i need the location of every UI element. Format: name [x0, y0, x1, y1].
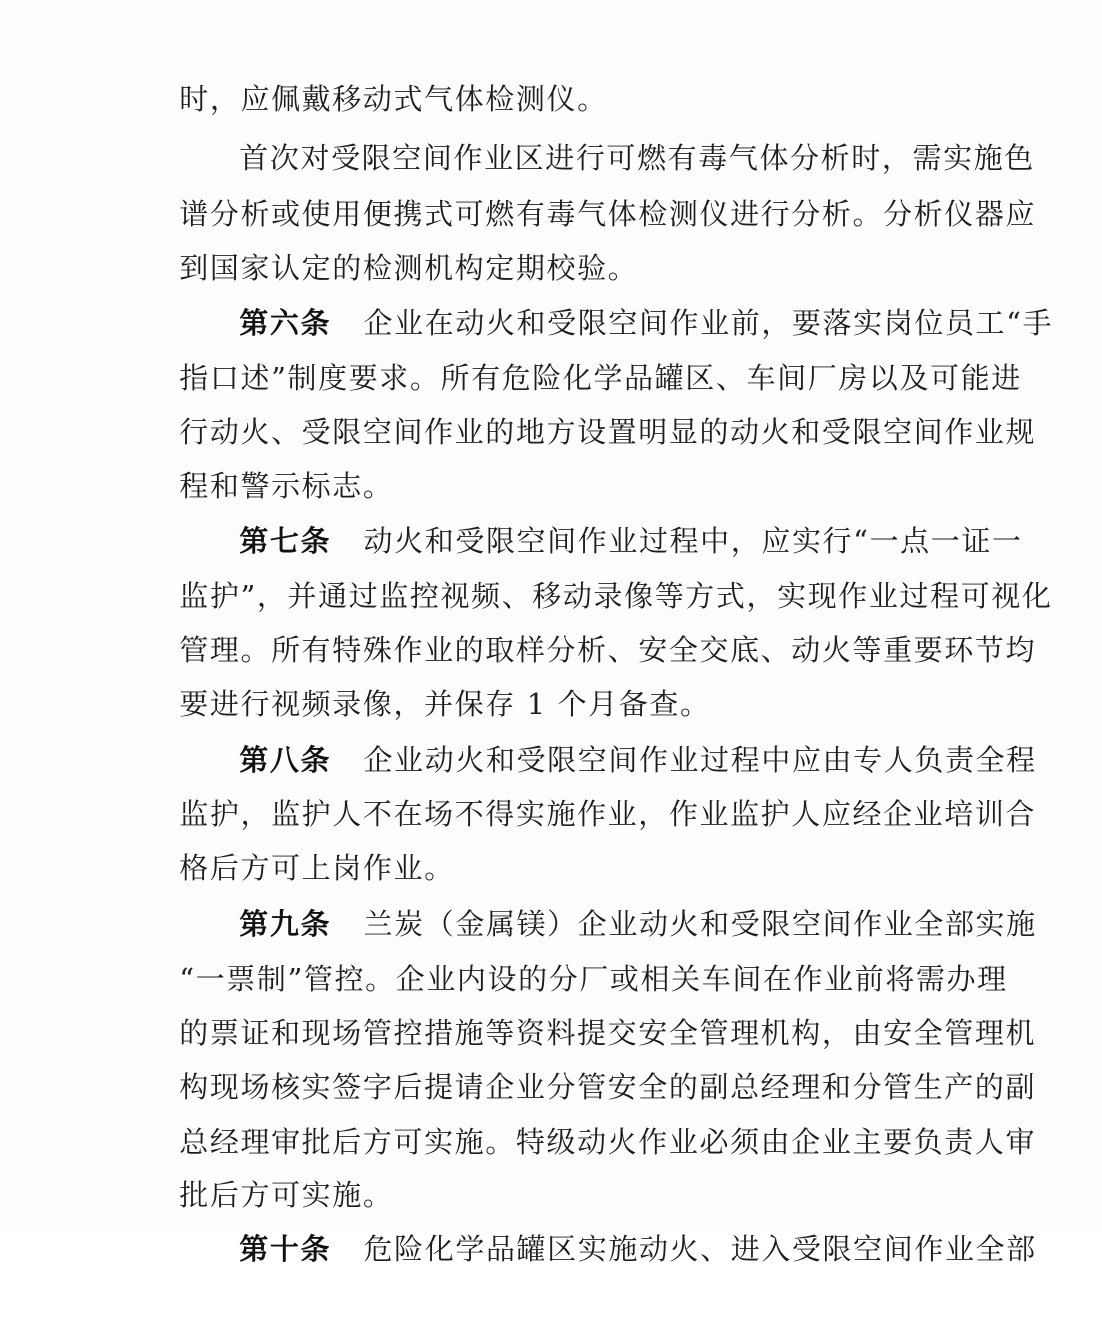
text-line — [0, 77, 1102, 175]
line-text: 到国家认定的检测机构定期校验。 — [179, 251, 639, 285]
text-line — [0, 18, 1102, 116]
line-text: 危险化学品罐区实施动火、进入受限空间作业全部 — [331, 1232, 1037, 1266]
text-line — [0, 460, 1102, 558]
text-line — [0, 1061, 1102, 1159]
line-text: 企业动火和受限空间作业过程中应由专人负责全程 — [331, 743, 1037, 777]
text-line — [0, 898, 1102, 996]
line-text: 谱分析或使用便携式可燃有毒气体检测仪进行分析。分析仪器应 — [179, 197, 1037, 231]
line-text: 监护，监护人不在场不得实施作业，作业监护人应经企业培训合 — [179, 797, 1037, 831]
line-text: 管理。所有特殊作业的取样分析、安全交底、动火等重要环节均 — [179, 633, 1037, 667]
text-line — [0, 623, 1102, 721]
article-number: 第十条 — [239, 1232, 332, 1266]
text-line — [0, 1006, 1102, 1104]
line-text: 程和警示标志。 — [179, 469, 394, 503]
line-text: “一票制”管控。企业内设的分厂或相关车间在作业前将需办理 — [179, 962, 1008, 996]
line-text: 总经理审批后方可实施。特级动火作业必须由企业主要负责人审 — [179, 1125, 1037, 1159]
line-text: 的票证和现场管控措施等资料提交安全管理机构，由安全管理机 — [179, 1016, 1037, 1050]
line-text: 企业在动火和受限空间作业前，要落实岗位员工“手 — [331, 306, 1054, 340]
text-line — [0, 187, 1102, 285]
line-text: 要进行视频录像，并保存 1 个月备查。 — [179, 687, 711, 721]
text-line — [0, 133, 1102, 231]
text-line — [0, 1168, 1102, 1266]
text-line — [0, 733, 1102, 831]
article-number: 第六条 — [239, 306, 332, 340]
text-line — [0, 242, 1102, 340]
line-text: 首次对受限空间作业区进行可燃有毒气体分析时，需实施色 — [239, 141, 1035, 175]
line-text: 行动火、受限空间作业的地方设置明显的动火和受限空间作业规 — [179, 415, 1037, 449]
article-number: 第七条 — [239, 524, 332, 558]
text-line — [0, 843, 1102, 941]
text-line — [0, 952, 1102, 1050]
line-text: 监护”，并通过监控视频、移动录像等方式，实现作业过程可视化 — [179, 579, 1053, 613]
line-text: 指口述”制度要求。所有危险化学品罐区、车间厂房以及可能进 — [179, 361, 1022, 395]
text-line — [0, 569, 1102, 667]
text-line — [0, 351, 1102, 449]
line-text: 格后方可上岗作业。 — [179, 851, 455, 885]
text-line — [0, 1114, 1102, 1212]
text-line — [0, 297, 1102, 395]
line-text: 批后方可实施。 — [179, 1178, 394, 1212]
line-text: 兰炭（金属镁）企业动火和受限空间作业全部实施 — [331, 907, 1037, 941]
text-line — [0, 787, 1102, 885]
text-line — [0, 679, 1102, 777]
line-text: 动火和受限空间作业过程中，应实行“一点一证一 — [331, 524, 1023, 558]
article-number: 第九条 — [239, 907, 332, 941]
line-text: 时，应佩戴移动式气体检测仪。 — [179, 82, 608, 116]
text-line — [0, 515, 1102, 613]
text-line — [0, 405, 1102, 503]
article-number: 第八条 — [239, 743, 332, 777]
line-text: 构现场核实签字后提请企业分管安全的副总经理和分管生产的副 — [179, 1070, 1037, 1104]
